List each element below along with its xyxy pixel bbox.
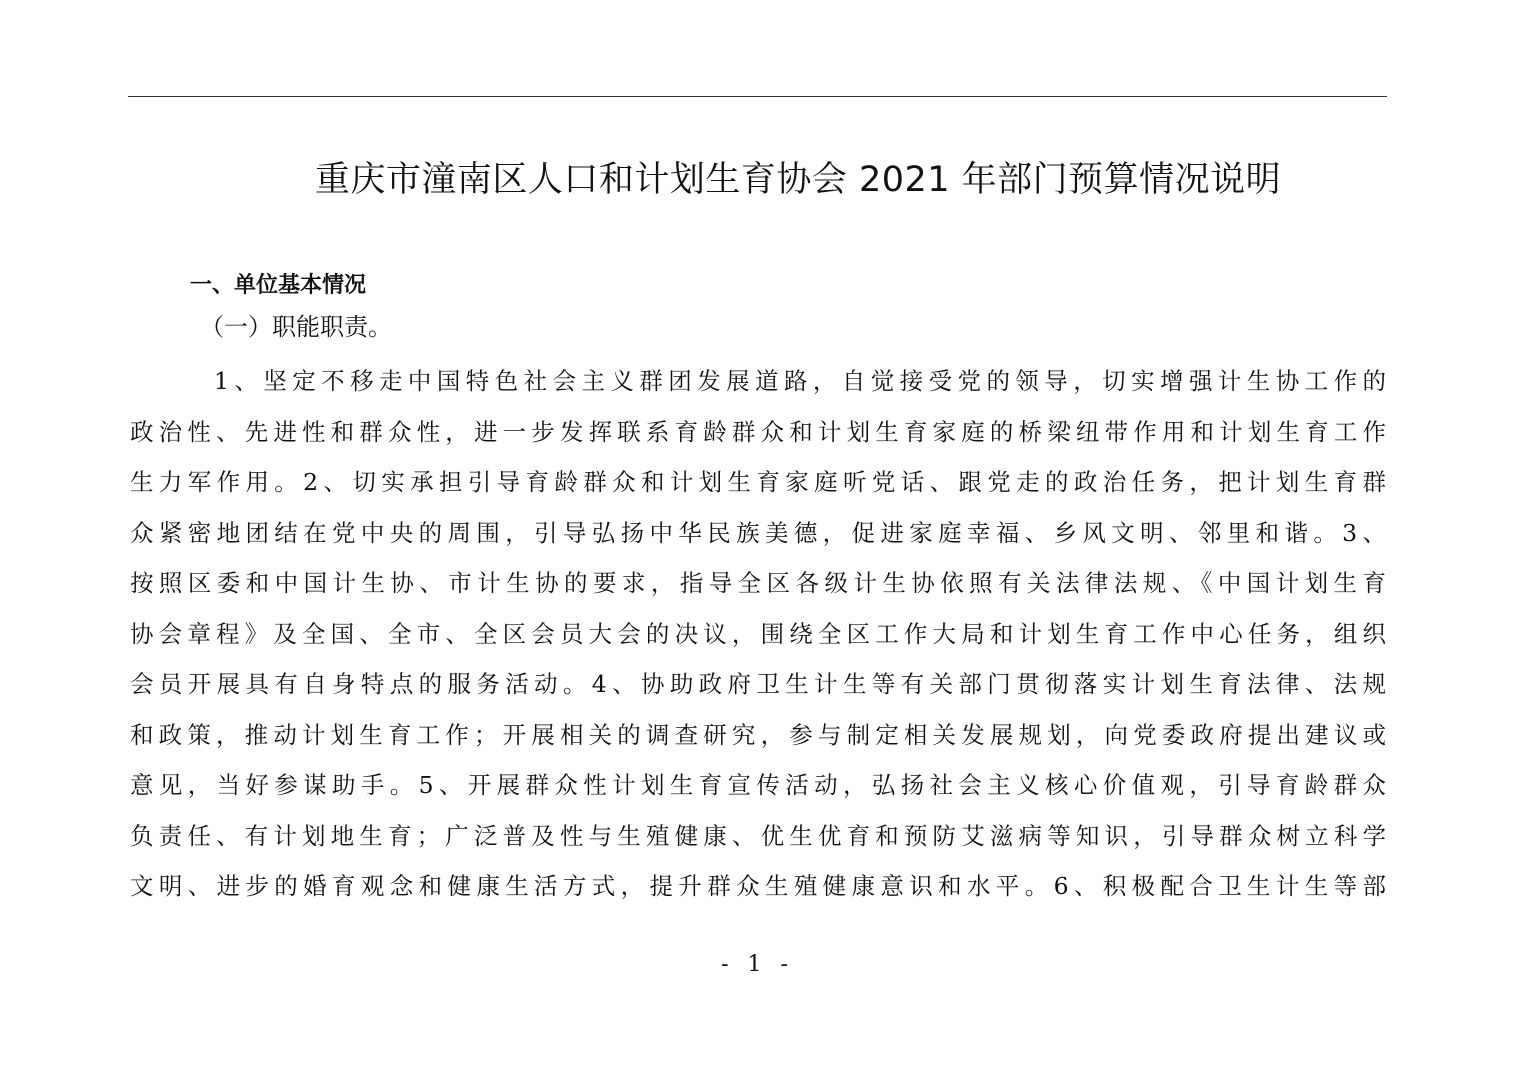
body-line: 负责任、有计划地生育；广泛普及性与生殖健康、优生优育和预防艾滋病等知识，引导群众树立科学 [130,821,1386,850]
body-line: 众紧密地团结在党中央的周围，引导弘扬中华民族美德，促进家庭幸福、乡风文明、邻里和谐。3、 [130,518,1386,547]
page-number: - 1 - [721,952,794,977]
body-line: 1、坚定不移走中国特色社会主义群团发展道路，自觉接受党的领导，切实增强计生协工作的 [214,367,1386,395]
body-paragraph [130,356,1386,912]
body-line: 按照区委和中国计生协、市计生协的要求，指导全区各级计生协依照有关法律法规、《中国计划生育 [130,569,1386,597]
body-line: 会员开展具有自身特点的服务活动。4、协助政府卫生计生等有关部门贯彻落实计划生育法律、法规 [130,670,1386,698]
section-heading: 一、单位基本情况 [190,273,367,298]
body-line: 政治性、先进性和群众性，进一步发挥联系育龄群众和计划生育家庭的桥梁纽带作用和计划生育工作 [130,417,1386,446]
header-rule [128,96,1387,97]
body-line: 协会章程》及全国、全市、全区会员大会的决议，围绕全区工作大局和计划生育工作中心任务，组织 [130,619,1386,648]
body-line: 和政策，推动计划生育工作；开展相关的调查研究，参与制定相关发展规划，向党委政府提出建议或 [130,720,1386,749]
body-line: 意见，当好参谋助手。5、开展群众性计划生育宣传活动，弘扬社会主义核心价值观，引导育龄群众 [130,771,1386,799]
sub-heading: （一）职能职责。 [200,313,392,341]
body-line: 生力军作用。2、切实承担引导育龄群众和计划生育家庭听党话、跟党走的政治任务，把计划生育群 [130,468,1386,496]
document-title: 重庆市潼南区人口和计划生育协会 2021 年部门预算情况说明 [314,160,1282,200]
body-line: 文明、进步的婚育观念和健康生活方式，提升群众生殖健康意识和水平。6、积极配合卫生计生等部 [130,872,1386,900]
